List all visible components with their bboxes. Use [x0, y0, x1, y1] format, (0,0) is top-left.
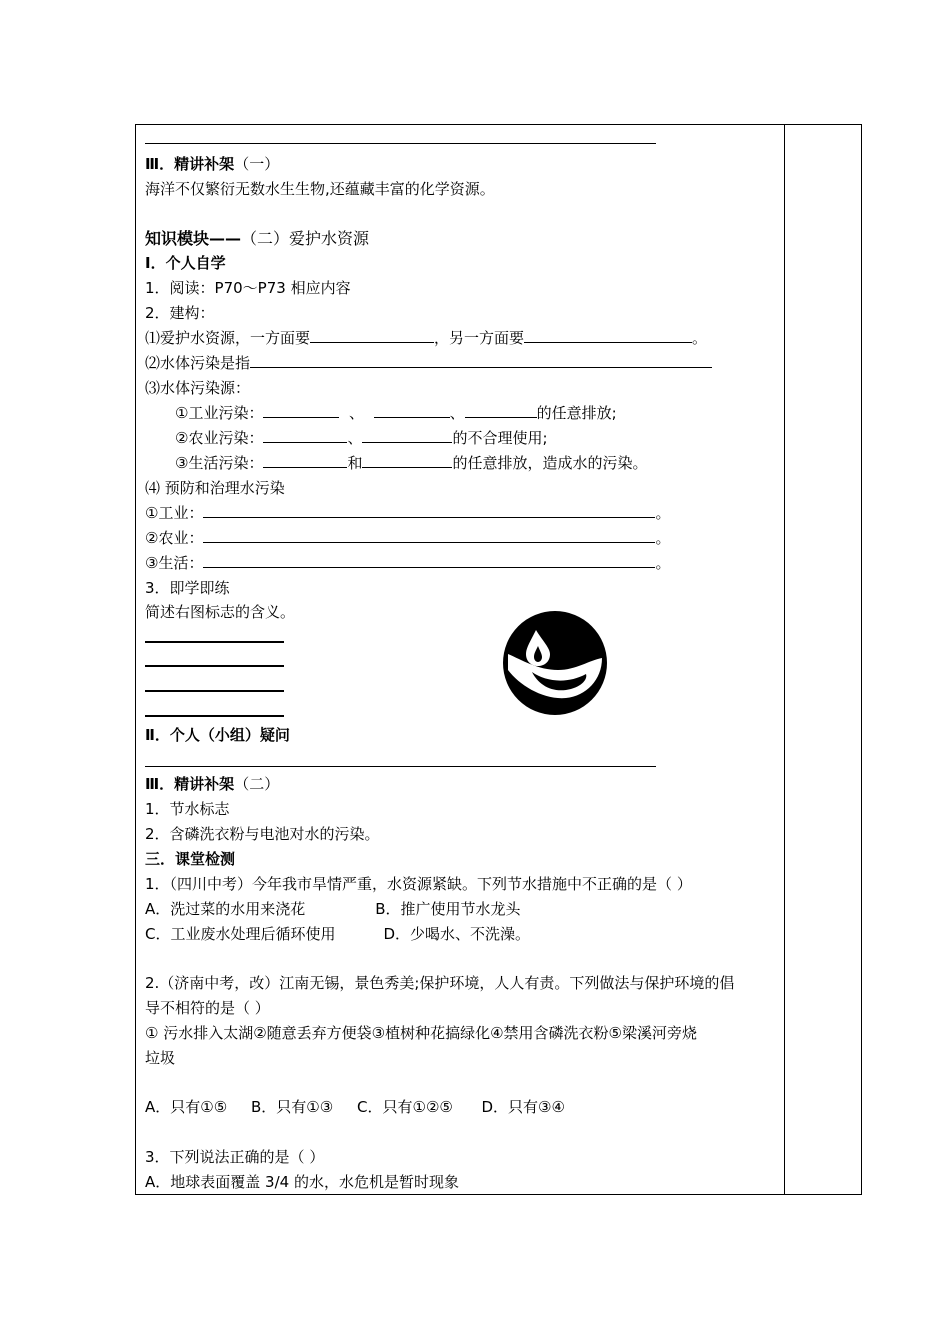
prevention-life: ③生活： 。: [145, 554, 671, 572]
test-q2-line1: 2.（济南中考，改）江南无锡，景色秀美;保护环境，人人有责。下列做法与保护环境的倡: [145, 974, 735, 992]
blank[interactable]: [362, 428, 452, 443]
blank[interactable]: [310, 328, 434, 343]
water-saving-emblem-icon: [502, 610, 608, 716]
answer-line[interactable]: [145, 665, 284, 667]
blank[interactable]: [465, 403, 537, 418]
reading-line: 1．阅读：P70～P73 相应内容: [145, 279, 351, 297]
question-1: ⑴爱护水资源，一方面要 ，另一方面要 。: [145, 329, 708, 347]
question-3: ⑶水体污染源：: [145, 379, 251, 397]
practice-heading: 3．即学即练: [145, 579, 230, 597]
test-q2-line4: 垃圾: [145, 1049, 176, 1067]
practice-question: 简述右图标志的含义。: [145, 603, 296, 621]
test-q1: 1．（四川中考）今年我市旱情严重，水资源紧缺。下列节水措施中不正确的是（ ）: [145, 875, 692, 893]
agricultural-pollution: ②农业污染： 、 的不合理使用;: [175, 429, 548, 447]
column-divider: [784, 124, 785, 1195]
section-1-heading: Ⅰ．个人自学: [145, 254, 226, 272]
answer-line[interactable]: [145, 715, 284, 717]
answer-line[interactable]: [145, 690, 284, 692]
test-q2-line2: 导不相符的是（ ）: [145, 999, 270, 1017]
section-3a-heading: Ⅲ．精讲补架（一）: [145, 155, 280, 173]
section-2-heading: Ⅱ．个人（小组）疑问: [145, 726, 290, 744]
test-q3: 3．下列说法正确的是（ ）: [145, 1148, 325, 1166]
module-heading: 知识模块——（二）爱护水资源: [145, 229, 370, 248]
section-3a-text: 海洋不仅繁衍无数水生生物,还蕴藏丰富的化学资源。: [145, 180, 495, 198]
blank[interactable]: [250, 353, 712, 368]
item-2: 2．含磷洗衣粉与电池对水的污染。: [145, 825, 380, 843]
prevention-agriculture: ②农业： 。: [145, 529, 671, 547]
question-2: ⑵水体污染是指: [145, 353, 712, 373]
test-q3-option-a: A．地球表面覆盖 3/4 的水，水危机是暂时现象: [145, 1173, 459, 1191]
test-q1-options-ab: A．洗过菜的水用来浇花 B．推广使用节水龙头: [145, 900, 521, 918]
question-4: ⑷ 预防和治理水污染: [145, 479, 285, 497]
blank[interactable]: [374, 403, 450, 418]
answer-line[interactable]: [145, 641, 284, 643]
blank[interactable]: [524, 328, 692, 343]
answer-line[interactable]: [145, 766, 656, 767]
section-3b-heading: Ⅲ．精讲补架（二）: [145, 775, 280, 793]
test-q2-line3: ① 污水排入太湖②随意丢弃方便袋③植树种花搞绿化④禁用含磷洗衣粉⑤梁溪河旁烧: [145, 1024, 698, 1042]
blank[interactable]: [203, 503, 655, 518]
blank[interactable]: [203, 553, 655, 568]
prevention-industry: ①工业： 。: [145, 504, 671, 522]
industrial-pollution: ①工业污染： 、 、 的任意排放;: [175, 404, 617, 422]
domestic-pollution: ③生活污染： 和 的任意排放，造成水的污染。: [175, 454, 648, 472]
item-1: 1．节水标志: [145, 800, 230, 818]
blank[interactable]: [203, 528, 655, 543]
blank[interactable]: [263, 403, 339, 418]
blank[interactable]: [263, 428, 347, 443]
answer-line: [145, 143, 656, 144]
test-q1-options-cd: C．工业废水处理后循环使用 D．少喝水、不洗澡。: [145, 925, 531, 943]
test-q2-options: A．只有①⑤ B．只有①③ C．只有①②⑤ D．只有③④: [145, 1098, 565, 1116]
build-line: 2．建构：: [145, 304, 215, 322]
test-heading: 三．课堂检测: [145, 850, 236, 868]
blank[interactable]: [362, 453, 452, 468]
blank[interactable]: [263, 453, 347, 468]
